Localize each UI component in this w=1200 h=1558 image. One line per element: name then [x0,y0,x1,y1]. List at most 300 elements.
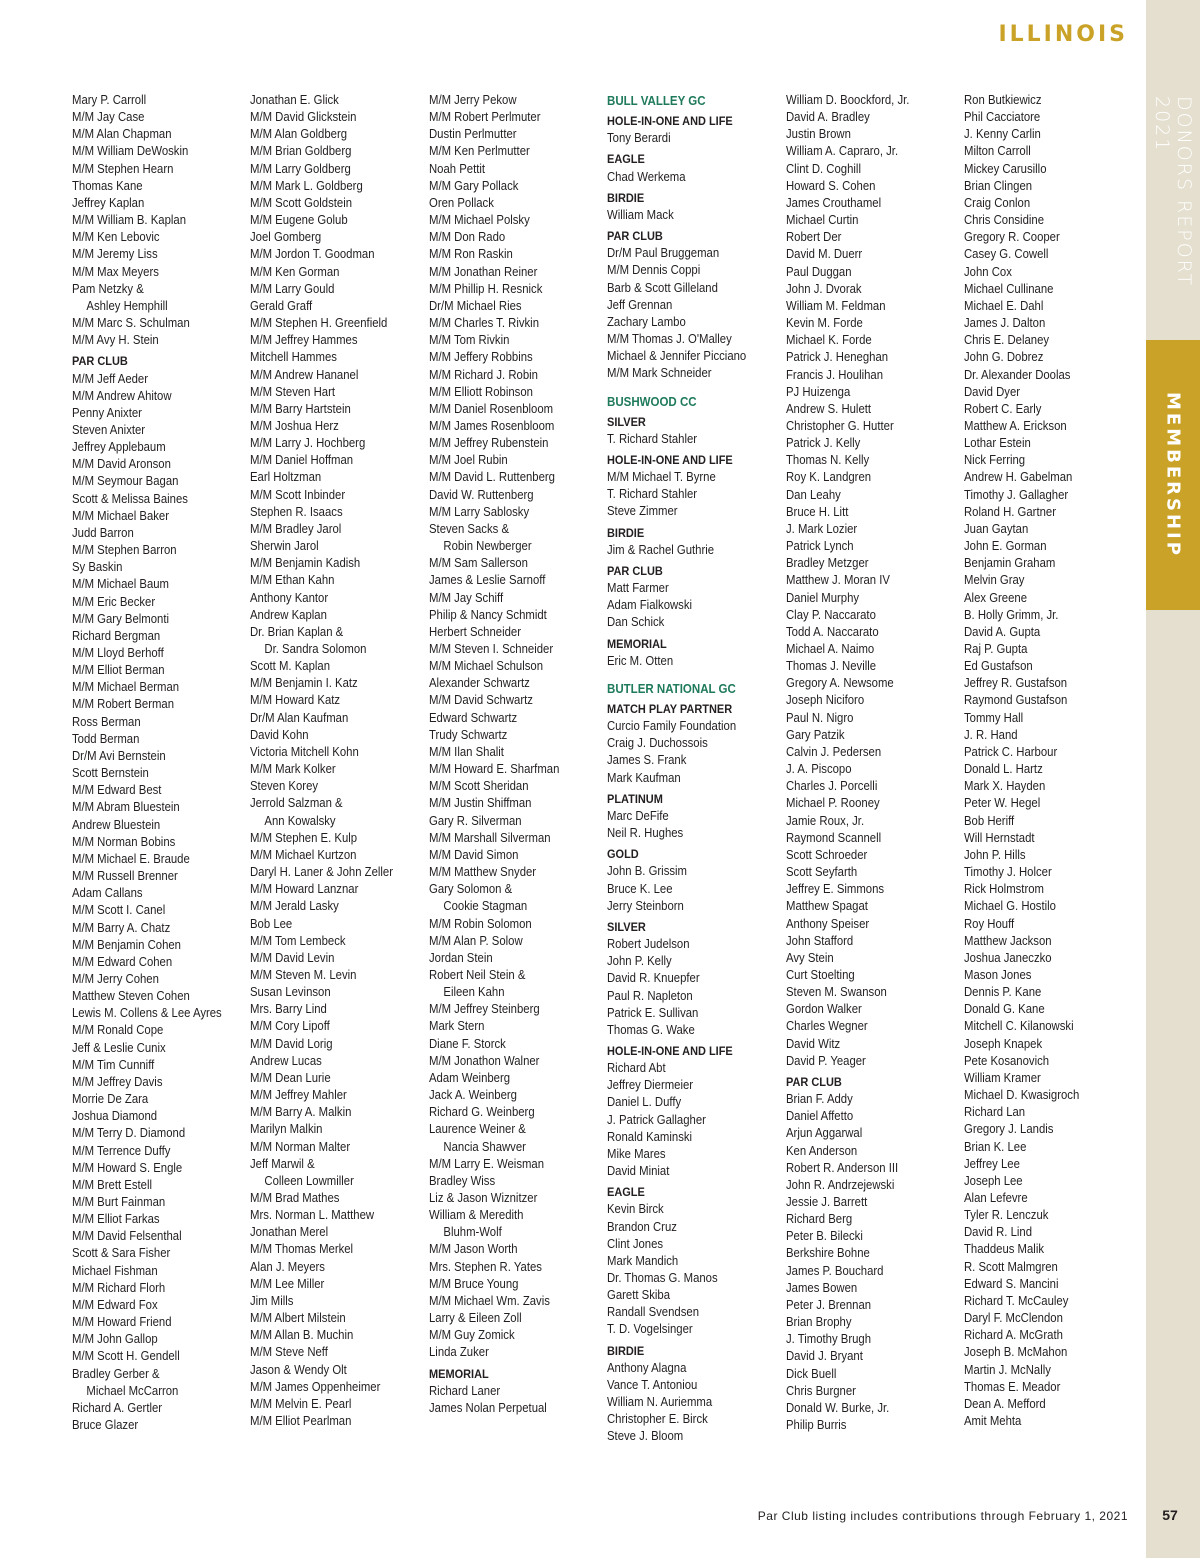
donor-name: M/M Jerry Pekow [429,93,517,107]
donor-name: M/M David L. Ruttenberg [429,470,555,485]
donor-name: Thaddeus Malik [964,1242,1045,1257]
donor-name: Penny Anixter [72,405,142,420]
donor-name: M/M Ken Perlmutter [429,144,530,159]
donor-name: Clint D. Coghill [786,161,861,176]
donor-name: M/M Dennis Coppi [607,263,701,278]
donor-name: M/M Brad Mathes [250,1191,340,1205]
donor-name: Donald W. Burke, Jr. [786,1400,890,1415]
donor-name: M/M Howard Lanznar [250,882,359,897]
section-label: MEMBERSHIP [1162,392,1184,558]
donor-name: J. R. Hand [964,727,1018,742]
donor-name: T. Richard Stahler [607,487,698,502]
donor-name: M/M Avy H. Stein [72,333,159,348]
donor-name: M/M Don Rado [429,230,506,245]
donor-name: Mark Mandich [607,1253,679,1268]
donor-name: M/M Scott I. Canel [72,903,166,918]
donor-name: John Cox [964,264,1012,279]
donor-name: Victoria Mitchell Kohn [250,744,359,759]
giving-level-heading: EAGLE [607,152,645,167]
donor-name: Jack A. Weinberg [429,1088,518,1103]
donor-name: Matthew Jackson [964,933,1052,948]
donor-name: M/M Tom Rivkin [429,333,510,348]
donor-name: Jordan Stein [429,950,493,965]
donor-name: M/M Scott Inbinder [250,487,346,502]
donor-name: Robert C. Early [964,401,1042,416]
donor-name: M/M Justin Shiffman [429,796,532,811]
donor-name: Charles Wegner [786,1019,868,1034]
donor-name: Joseph B. McMahon [964,1345,1068,1360]
donor-name: M/M Larry Gould [250,281,335,296]
donor-name-continued: Ashley Hemphill [86,298,168,313]
donor-name: Trudy Schwartz [429,727,508,742]
donor-name: Richard Laner [429,1383,501,1398]
donor-name: Steve J. Bloom [607,1429,684,1444]
giving-level-heading: HOLE-IN-ONE AND LIFE [607,114,733,129]
donor-name: Ronald Kaminski [607,1129,693,1144]
donor-name: Judd Barron [72,525,134,540]
donor-name: Mark Kaufman [607,770,681,785]
donor-name: Jeffrey Kaplan [72,195,145,210]
donor-name: Casey G. Cowell [964,247,1049,262]
donor-name: Joseph Lee [964,1173,1023,1188]
donor-name: J. A. Piscopo [786,762,852,777]
donor-name: Morrie De Zara [72,1092,149,1107]
donor-name: Edward Schwartz [429,710,518,725]
giving-level-heading: EAGLE [607,1185,645,1200]
donor-name: M/M Guy Zomick [429,1328,515,1343]
donor-name-continued: Ann Kowalsky [264,813,336,828]
donor-name: Timothy J. Holcer [964,865,1052,880]
donor-name: Michael P. Rooney [786,796,880,811]
donor-name: Noah Pettit [429,161,486,176]
donor-name-continued: Nancia Shawver [443,1139,526,1154]
donor-name: M/M Brian Goldberg [250,144,352,159]
donor-name: Michael D. Kwasigroch [964,1088,1080,1103]
donor-name: Dustin Perlmutter [429,127,517,142]
donor-name: M/M Steven I. Schneider [429,642,554,656]
donor-name: M/M Michael Kurtzon [250,847,357,862]
donor-name: M/M Russell Brenner [72,869,178,884]
donor-name: M/M Thomas J. O'Malley [607,332,732,347]
donor-name: M/M Steve Neff [250,1345,328,1360]
donor-name: Alex Greene [964,590,1028,605]
donor-name: M/M Tim Cunniff [72,1057,155,1072]
donor-name: M/M Robin Solomon [429,916,532,931]
donor-name: Richard Berg [786,1212,853,1227]
donor-name: M/M Daniel Hoffman [250,453,354,468]
donor-name: Mary P. Carroll [72,93,147,107]
donor-name: William & Meredith [429,1208,524,1223]
donor-name: M/M Charles T. Rivkin [429,316,540,331]
donor-name: Steven Anixter [72,422,146,437]
donor-name: Ron Butkiewicz [964,93,1042,107]
donor-name: PJ Huizenga [786,384,851,399]
donor-name: M/M Stephen H. Greenfield [250,316,388,331]
donor-column-6 [964,92,1122,1430]
donor-name: Michael Curtin [786,213,859,228]
donor-name: Dr. Alexander Doolas [964,367,1071,382]
giving-level-heading: MATCH PLAY PARTNER [607,702,733,716]
donor-name: Philip Burris [786,1418,847,1433]
donor-name: Bob Lee [250,916,293,931]
donor-column-1 [72,92,230,1434]
donor-name: David W. Ruttenberg [429,487,534,502]
donor-name: Andrew H. Gabelman [964,470,1073,485]
donor-name: M/M Ilan Shalit [429,744,504,759]
giving-level-heading: MEMORIAL [429,1366,489,1381]
donor-name: Scott & Sara Fisher [72,1246,171,1261]
donor-name: Neil R. Hughes [607,826,684,841]
donor-name: M/M Daniel Rosenbloom [429,401,554,416]
donor-name: David Kohn [250,727,309,742]
donor-name: Andrew Bluestein [72,817,161,832]
footer-note: Par Club listing includes contributions through February 1, 2021 [757,1509,1128,1523]
donor-name: John B. Grissim [607,864,688,879]
donor-name: M/M Richard Florh [72,1280,166,1295]
donor-name-continued: Robin Newberger [443,539,532,554]
donor-name: Chris Considine [964,213,1045,228]
donor-name: Donald L. Hartz [964,762,1043,777]
donor-name: M/M Sam Sallerson [429,556,528,571]
giving-level-heading: PLATINUM [607,791,663,806]
donor-name: M/M Jeffrey Hammes [250,333,358,348]
donor-name: M/M Howard E. Sharfman [429,762,560,777]
donor-name: Berkshire Bohne [786,1246,870,1261]
donor-name: Sherwin Jarol [250,539,319,554]
donor-name: M/M Burt Fainman [72,1195,166,1209]
donor-name: M/M Gary Belmonti [72,611,170,626]
donor-column-5 [786,92,944,1434]
donor-name: Patrick Lynch [786,539,854,554]
donor-name: M/M David Schwartz [429,693,533,708]
donor-name: Raj P. Gupta [964,642,1028,656]
donor-name: M/M Barry A. Malkin [250,1105,352,1120]
donor-name: Brian F. Addy [786,1092,853,1107]
donor-name: M/M Jerry Cohen [72,971,159,986]
donor-name: Christopher G. Hutter [786,418,894,433]
donor-name: Patrick E. Sullivan [607,1005,699,1020]
donor-name: Brandon Cruz [607,1219,677,1234]
donor-name: Patrick J. Heneghan [786,350,889,365]
donor-name: M/M David Lorig [250,1036,333,1051]
donor-name: Daniel Murphy [786,590,860,605]
donor-name: M/M Michael E. Braude [72,851,190,866]
donor-name: Andrew S. Hulett [786,401,872,416]
donor-name: Mrs. Barry Lind [250,1002,327,1017]
donor-name: Scott Bernstein [72,766,149,781]
donor-name: Jessie J. Barrett [786,1195,868,1209]
donor-name: Tommy Hall [964,710,1024,725]
donor-name: M/M Larry Goldberg [250,161,351,176]
donor-name: Robert Der [786,230,842,245]
donor-name: Richard G. Weinberg [429,1105,535,1120]
donor-name: James J. Dalton [964,316,1046,331]
donor-name: James Bowen [786,1280,858,1295]
donor-name: David R. Knuepfer [607,971,700,986]
donor-name: Anthony Kantor [250,590,329,605]
donor-name: Curcio Family Foundation [607,719,737,734]
donor-name: Jeffrey Lee [964,1156,1020,1171]
donor-name: B. Holly Grimm, Jr. [964,607,1059,622]
donor-name: Lothar Estein [964,436,1031,451]
donor-name: M/M Jonathan Reiner [429,264,538,279]
donor-name: M/M Marc S. Schulman [72,316,190,331]
donor-name: Ross Berman [72,714,141,729]
donor-name: Adam Fialkowski [607,598,693,613]
donor-name: Michael E. Dahl [964,298,1044,313]
donor-name: M/M Steven Hart [250,384,336,399]
donor-name: M/M Scott Sheridan [429,779,529,794]
donor-name: M/M Benjamin I. Katz [250,676,358,691]
donor-name: M/M Ron Raskin [429,247,513,262]
donor-name: M/M John Gallop [72,1332,158,1347]
donor-name: Oren Pollack [429,195,494,210]
donor-name: M/M Ken Gorman [250,264,340,279]
donor-name: R. Scott Malmgren [964,1259,1058,1274]
donor-name: Scott & Melissa Baines [72,491,188,506]
donor-name: John G. Dobrez [964,350,1044,365]
donor-name: M/M Andrew Hananel [250,367,359,382]
donor-name: Will Hernstadt [964,830,1035,845]
donor-name: M/M Joshua Herz [250,418,339,433]
donor-name: William M. Feldman [786,298,886,313]
donor-name: M/M Elliot Farkas [72,1212,160,1227]
donor-name: M/M Jordon T. Goodman [250,247,375,262]
donor-name: Craig J. Duchossois [607,736,708,751]
donor-name: David R. Lind [964,1225,1033,1240]
donor-name: Daniel Affetto [786,1109,854,1124]
donor-name: M/M Eric Becker [72,594,156,609]
donor-name: James Nolan Perpetual [429,1400,547,1415]
donor-name: Peter B. Bilecki [786,1229,863,1244]
donor-name: Michael & Jennifer Picciano [607,349,747,364]
donor-name: Dan Schick [607,615,665,630]
donor-name: Todd A. Naccarato [786,624,879,639]
donor-name: Chad Werkema [607,169,686,184]
donor-name: Diane F. Storck [429,1036,506,1051]
donor-name: M/M Michael Berman [72,680,180,695]
donor-column-3 [429,92,587,1417]
donor-name: M/M Larry Sablosky [429,504,530,519]
donor-name: Richard A. McGrath [964,1328,1063,1343]
donor-name: M/M David Felsenthal [72,1229,182,1244]
donor-name: Matthew J. Moran IV [786,573,890,588]
side-band [1146,0,1200,1558]
donor-name: Daniel L. Duffy [607,1095,682,1110]
donor-name: Andrew Lucas [250,1053,322,1068]
donor-name: David M. Duerr [786,247,863,262]
donor-name: M/M Gary Pollack [429,178,519,193]
donor-name: M/M Melvin E. Pearl [250,1396,352,1411]
donor-name: Timothy J. Gallagher [964,487,1069,502]
donor-name: M/M Jeffrey Rubenstein [429,436,549,451]
donor-name: Dr/M Avi Bernstein [72,748,166,763]
page-number: 57 [1162,1507,1178,1523]
donor-name: M/M Terrence Duffy [72,1143,171,1158]
donor-name: Tony Berardi [607,131,671,146]
donor-name: M/M Ken Lebovic [72,230,160,245]
donor-name: Thomas G. Wake [607,1022,695,1037]
donor-name: Patrick C. Harbour [964,744,1058,759]
giving-level-heading: PAR CLUB [72,354,128,369]
club-heading: BUSHWOOD CC [607,393,697,409]
donor-name: M/M Jeffrey Steinberg [429,1002,540,1017]
donor-name: M/M Michael Wm. Zavis [429,1293,550,1308]
donor-name: Bradley Wiss [429,1173,496,1188]
donor-name: Roland H. Gartner [964,504,1056,519]
donor-name: Pam Netzky & [72,281,144,296]
donor-name: T. Richard Stahler [607,431,698,446]
donor-name: M/M Lee Miller [250,1276,325,1291]
donor-name: Peter J. Brennan [786,1297,872,1312]
donor-name: Jeffrey E. Simmons [786,882,885,897]
donor-name: Scott Schroeder [786,847,868,862]
donor-name: Andrew Kaplan [250,607,327,622]
donor-name: David A. Gupta [964,624,1041,639]
donor-name: Linda Zuker [429,1345,489,1360]
donor-name: M/M Michael Baker [72,508,170,523]
donor-name: Dr/M Alan Kaufman [250,710,349,725]
giving-level-heading: BIRDIE [607,190,645,205]
donor-name: Barb & Scott Gilleland [607,280,718,295]
donor-column-4 [607,92,765,1446]
donor-name: Brian Brophy [786,1315,852,1330]
donor-name: M/M Larry E. Weisman [429,1156,545,1171]
donor-name: Bradley Metzger [786,556,869,571]
donor-name: M/M Alan Goldberg [250,127,348,142]
donor-name: Steven Sacks & [429,521,510,536]
giving-level-heading: BIRDIE [607,1343,645,1358]
donor-name: Gary R. Silverman [429,813,522,828]
donor-name: Justin Brown [786,127,851,142]
donor-name: M/M Michael Polsky [429,213,530,228]
donor-name: Jeff Marwil & [250,1156,315,1171]
donor-name: Jonathan Merel [250,1225,329,1240]
donor-name: Ed Gustafson [964,659,1033,674]
donor-name: Richard T. McCauley [964,1293,1069,1308]
donor-name: M/M Howard S. Engle [72,1160,183,1175]
donor-name: Jeff Grennan [607,297,673,312]
donor-name: James Crouthamel [786,195,882,210]
donor-name: Benjamin Graham [964,556,1056,571]
donor-name: M/M Jeffery Robbins [429,350,533,365]
report-label-wrap [1146,96,1200,336]
donor-name: John E. Gorman [964,539,1047,554]
donor-name: Melvin Gray [964,573,1025,588]
donor-name: Sy Baskin [72,560,123,575]
donor-name: James & Leslie Sarnoff [429,573,546,588]
donor-name: M/M Andrew Ahitow [72,388,172,403]
donor-name: William Kramer [964,1070,1041,1085]
donor-name: Bruce H. Litt [786,504,849,519]
donor-name: M/M Seymour Bagan [72,474,179,489]
donor-name: Michael Fishman [72,1263,158,1278]
donor-name: Christopher E. Birck [607,1412,708,1427]
giving-level-heading: PAR CLUB [607,563,663,578]
donor-name: M/M David Glickstein [250,110,357,125]
donor-name: Laurence Weiner & [429,1122,526,1137]
donor-name: William D. Boockford, Jr. [786,93,910,107]
donor-name: M/M Jeff Aeder [72,371,149,386]
donor-name: Earl Holtzman [250,470,322,485]
donor-name: Marilyn Malkin [250,1122,323,1137]
donor-name: Alan Lefevre [964,1191,1028,1205]
donor-name: Gary Solomon & [429,882,513,897]
donor-name: M/M Jonathon Walner [429,1053,540,1068]
donor-name: Ken Anderson [786,1143,858,1158]
donor-name: M/M Cory Lipoff [250,1019,330,1034]
donor-name: M/M Benjamin Kadish [250,556,361,571]
donor-name: M/M Jeffrey Mahler [250,1088,347,1103]
donor-name: Michael A. Naimo [786,642,875,656]
donor-name: William A. Capraro, Jr. [786,144,899,159]
donor-name: Gordon Walker [786,1002,862,1017]
donor-name: Larry & Eileen Zoll [429,1311,522,1326]
donor-name: Adam Callans [72,886,143,901]
donor-name: Francis J. Houlihan [786,367,884,382]
donor-name: John P. Kelly [607,954,672,969]
donor-name: David P. Yeager [786,1053,866,1068]
donor-name: Mark X. Hayden [964,779,1046,794]
donor-name: Clint Jones [607,1236,664,1251]
club-heading: BUTLER NATIONAL GC [607,680,736,696]
donor-name: Jeffrey R. Gustafson [964,676,1068,691]
donor-name: M/M Elliott Robinson [429,384,533,399]
giving-level-heading: PAR CLUB [607,229,663,244]
donor-name: Susan Levinson [250,985,331,1000]
donor-name: Joshua Janeczko [964,950,1052,965]
donor-name: Michael K. Forde [786,333,872,348]
donor-name: Jerry Steinborn [607,898,684,913]
donor-name: Alexander Schwartz [429,676,530,691]
donor-name: David A. Bradley [786,110,870,125]
donor-name: M/M Michael Schulson [429,659,544,674]
donor-name: Joseph Knapek [964,1036,1043,1051]
donor-name: Brian Clingen [964,178,1033,193]
donor-name: M/M David Simon [429,847,519,862]
donor-name: Gregory A. Newsome [786,676,894,691]
donor-name: Richard Lan [964,1105,1026,1120]
donor-name: Kevin Birck [607,1202,664,1217]
donor-name: M/M Norman Bobins [72,834,176,849]
donor-name: Craig Conlon [964,195,1031,210]
donor-name: Dick Buell [786,1366,837,1381]
donor-name: John Stafford [786,933,854,948]
donor-name: Jim Mills [250,1293,294,1308]
donor-name: Randall Svendsen [607,1305,700,1320]
donor-name: John J. Dvorak [786,281,862,296]
donor-name: Chris Burgner [786,1383,856,1398]
donor-name: David Dyer [964,384,1021,399]
donor-name: M/M Jerald Lasky [250,899,339,914]
donor-name: Paul N. Nigro [786,710,854,725]
donor-name: Mrs. Stephen R. Yates [429,1259,542,1274]
donor-name: Peter W. Hegel [964,796,1041,811]
donor-name: Martin J. McNally [964,1362,1051,1377]
donor-name: Thomas J. Neville [786,659,877,674]
donor-name: Todd Berman [72,731,140,746]
donor-name: M/M Terry D. Diamond [72,1126,186,1141]
donor-name: M/M Albert Milstein [250,1311,346,1326]
donor-name: Thomas Kane [72,178,143,193]
donor-name: Gregory J. Landis [964,1122,1054,1137]
donor-name: M/M Lloyd Berhoff [72,646,164,660]
donor-name-continued: Cookie Stagman [443,899,528,914]
donor-name: M/M Dean Lurie [250,1070,331,1085]
donor-name: Dr. Thomas G. Manos [607,1271,718,1285]
donor-name: Edward S. Mancini [964,1276,1059,1291]
donor-name: Joshua Diamond [72,1109,158,1124]
